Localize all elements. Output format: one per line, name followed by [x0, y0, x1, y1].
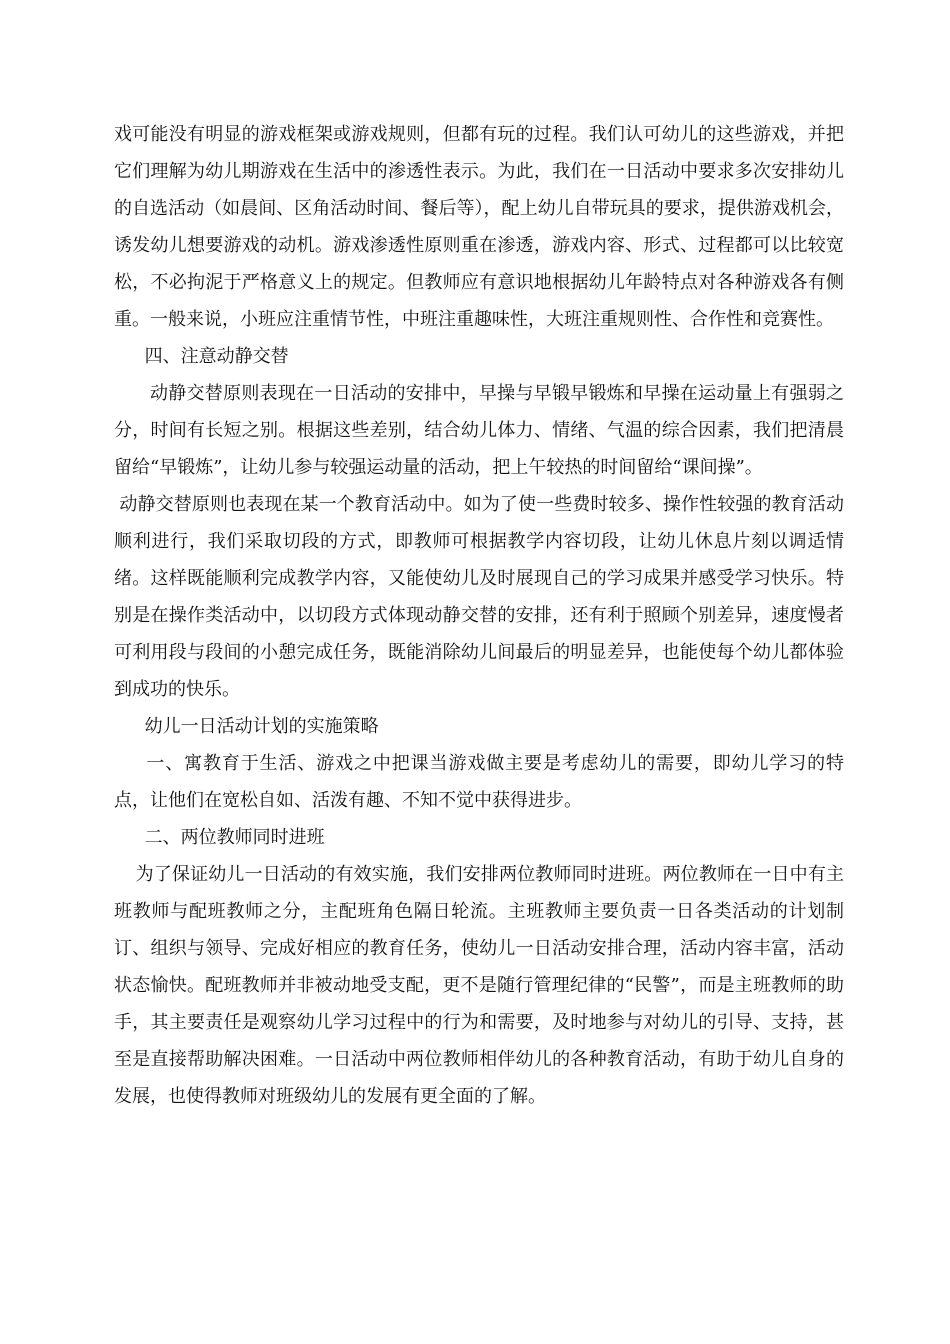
section-heading-two-teachers: 二、两位教师同时进班: [144, 827, 325, 848]
paragraph-game-permeation: 戏可能没有明显的游戏框架或游戏规则，但都有玩的过程。我们认可幼儿的这些游戏，并把它们理解为幼儿期游戏在生活中的渗透性表示。为此，我们在一日活动中要求多次安排幼儿的自选活动（如晨间、区角活动时间、餐后等），配上幼儿自带玩具的要求，提供游戏机会，诱发幼儿想要游戏的动机。游戏渗透性原则重在渗透，游戏内容、形式、过程都可以比较宽松，不必拘泥于严格意义上的规定。但教师应有意识地根据幼儿年龄特点对各种游戏各有侧重。一般来说，小班应注重情节性，中班注重趣味性，大班注重规则性、合作性和竞赛性。: [114, 124, 844, 330]
paragraph-strategy-1: 一、寓教育于生活、游戏之中把课当游戏做主要是考虑幼儿的需要，即幼儿学习的特点，让他们在宽松自如、活泼有趣、不知不觉中获得进步。: [114, 753, 844, 811]
document-body: [114, 116, 844, 1115]
section-heading-4: 四、注意动静交替: [144, 346, 289, 367]
paragraph-two-teachers: 为了保证幼儿一日活动的有效实施，我们安排两位教师同时进班。两位教师在一日中有主班教师与配班教师之分，主配班角色隔日轮流。主班教师主要负责一日各类活动的计划制订、组织与领导、完成好相应的教育任务，使幼儿一日活动安排合理，活动内容丰富，活动状态愉快。配班教师并非被动地受支配，更不是随行管理纪律的“民警”，而是主班教师的助手，其主要责任是观察幼儿学习过程中的行为和需要，及时地参与对幼儿的引导、支持，甚至是直接帮助解决困难。一日活动中两位教师相伴幼儿的各种教育活动，有助于幼儿自身的发展，也使得教师对班级幼儿的发展有更全面的了解。: [114, 864, 844, 1107]
paragraph-alternation-daily: 动静交替原则表现在一日活动的安排中，早操与早锻早锻炼和早操在运动量上有强弱之分，时间有长短之别。根据这些差别，结合幼儿体力、情绪、气温的综合因素，我们把清晨留给“早锻炼”，让幼儿参与较强运动量的活动，把上午较热的时间留给“课间操”。: [114, 383, 844, 478]
section-heading-strategy: 幼儿一日活动计划的实施策略: [144, 716, 379, 737]
paragraph-alternation-activity: 动静交替原则也表现在某一个教育活动中。如为了使一些费时较多、操作性较强的教育活动顺利进行，我们采取切段的方式，即教师可根据教学内容切段，让幼儿休息片刻以调适情绪。这样既能顺利完成教学内容，又能使幼儿及时展现自己的学习成果并感受学习快乐。特别是在操作类活动中，以切段方式体现动静交替的安排，还有利于照顾个别差异，速度慢者可利用段与段间的小憩完成任务，既能消除幼儿间最后的明显差异，也能使每个幼儿都体验到成功的快乐。: [114, 494, 844, 700]
